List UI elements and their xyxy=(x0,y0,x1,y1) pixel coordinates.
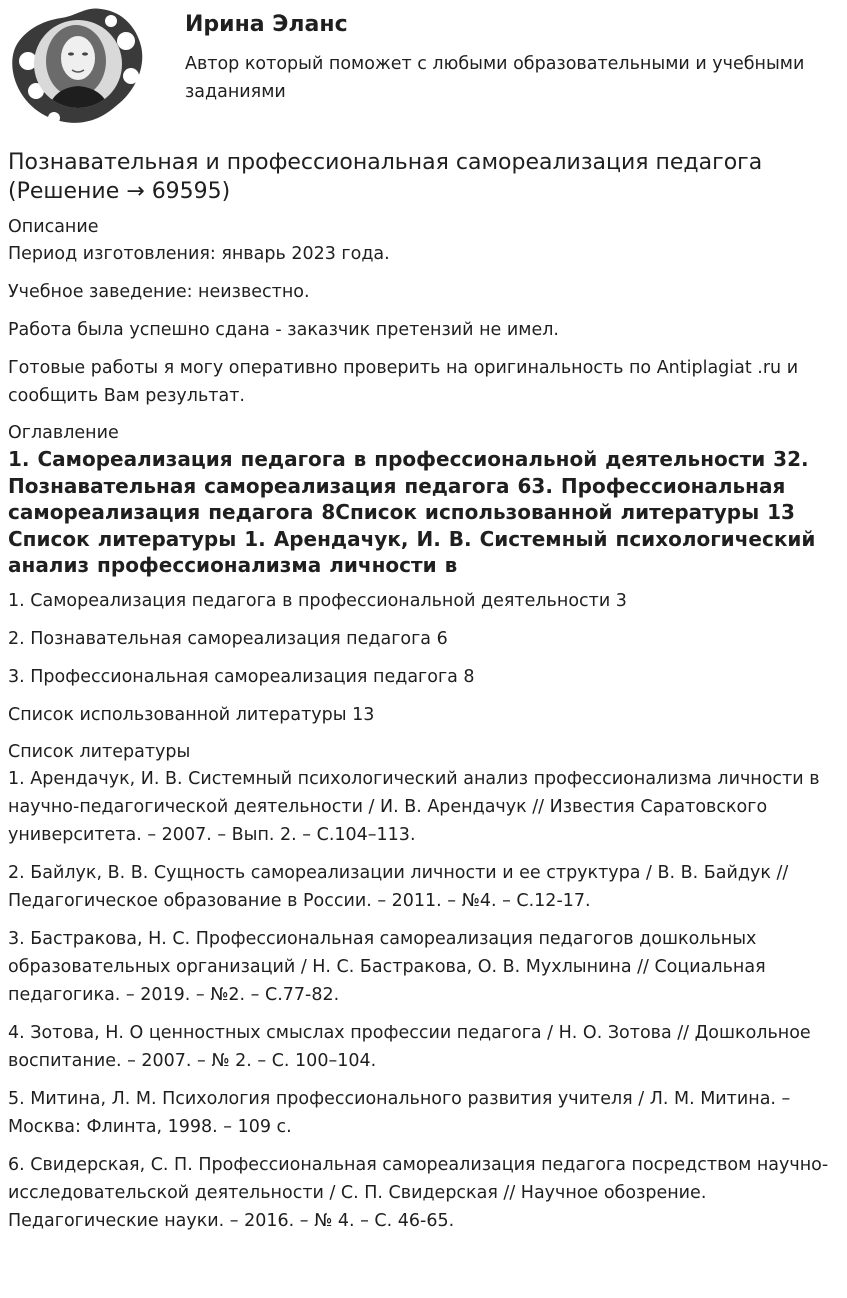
reference-item: 5. Митина, Л. М. Психология профессионального развития учителя / Л. М. Митина. – Москва: Флинта, 1998. – 109 с. xyxy=(8,1088,791,1137)
description-paragraph: Период изготовления: январь 2023 года. xyxy=(8,244,390,264)
author-header xyxy=(0,0,847,130)
reference-item: 4. Зотова, Н. О ценностных смыслах профессии педагога / Н. О. Зотова // Дошкольное воспитание. – 2007. – № 2. – С. 100–104. xyxy=(8,1022,811,1071)
toc-item: 2. Познавательная самореализация педагога 6 xyxy=(8,628,448,649)
reference-item: 1. Арендачук, И. В. Системный психологический анализ профессионализма личности в научно-педагогической деятельности / И. В. Арендачук // Известия Саратовского университета. – 2007. – Вып. 2. – С.104–113. xyxy=(8,768,820,845)
toc-item: 3. Профессиональная самореализация педагога 8 xyxy=(8,666,475,687)
toc-label: Оглавление xyxy=(8,423,119,443)
description-paragraph: Готовые работы я могу оперативно проверить на оригинальность по Antiplagiat .ru и сообщить Вам результат. xyxy=(8,358,799,406)
document-content xyxy=(8,148,844,1245)
toc-summary: 1. Самореализация педагога в профессиональной деятельности 32. Познавательная самореализация педагога 63. Профессиональная самореализация педагога 8Список использованной литературы 13 Список литературы 1. Арендачук, И. В. Системный психологический анализ профессионализма личности в xyxy=(8,447,816,577)
reference-item: 3. Бастракова, Н. С. Профессиональная самореализация педагогов дошкольных образовательных организаций / Н. С. Бастракова, О. В. Мухлынина // Социальная педагогика. – 2019. – №2. – С.77-82. xyxy=(8,928,766,1005)
author-name[interactable]: Ирина Эланс xyxy=(185,12,348,37)
author-description: Автор который поможет с любыми образовательными и учебными заданиями xyxy=(185,54,805,102)
film-reel-avatar-icon xyxy=(6,6,152,128)
avatar[interactable] xyxy=(6,6,152,128)
toc-item: 1. Самореализация педагога в профессиональной деятельности 3 xyxy=(8,590,627,611)
reference-item: 6. Свидерская, С. П. Профессиональная самореализация педагога посредством научно-исследовательской деятельности / С. П. Свидерская // Научное обозрение. Педагогические науки. – 2016. – № 4. – С. 46-65. xyxy=(8,1154,829,1231)
toc-item: Список использованной литературы 13 xyxy=(8,704,375,725)
description-paragraph: Учебное заведение: неизвестно. xyxy=(8,282,310,302)
description-paragraph: Работа была успешно сдана - заказчик претензий не имел. xyxy=(8,320,559,340)
references-label: Список литературы xyxy=(8,741,191,762)
description-label: Описание xyxy=(8,217,99,237)
page-title: Познавательная и профессиональная самореализация педагога (Решение → 69595) xyxy=(8,150,763,204)
reference-item: 2. Байлук, В. В. Сущность самореализации личности и ее структура / В. В. Байдук // Педагогическое образование в России. – 2011. – №4. – С.12-17. xyxy=(8,862,789,911)
